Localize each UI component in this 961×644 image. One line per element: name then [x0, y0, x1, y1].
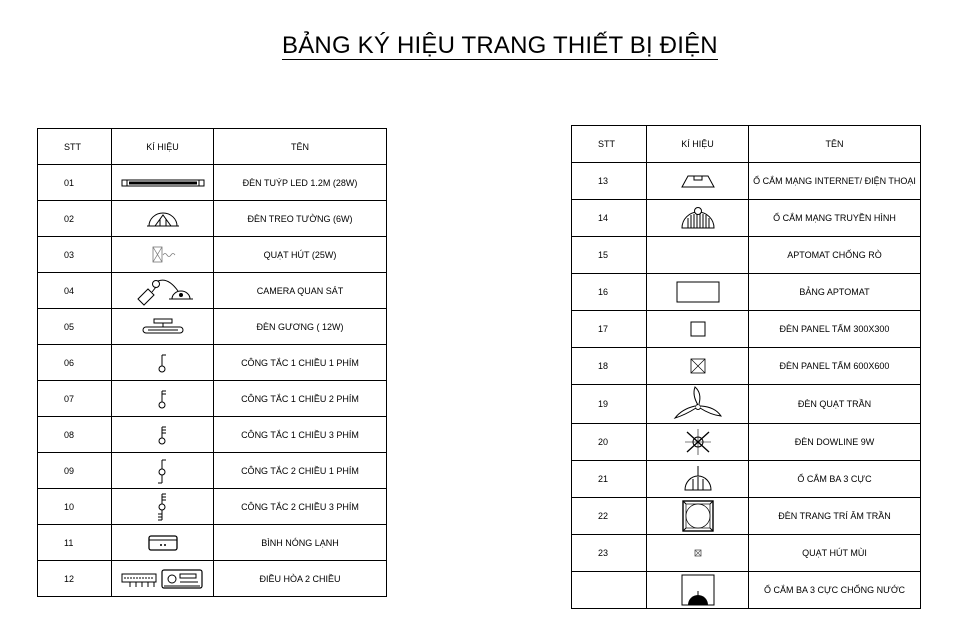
row-name: QUẠT HÚT MÙI [749, 535, 921, 572]
empty-symbol-cell [647, 237, 749, 274]
row-name: ĐÈN PANEL TẤM 600X600 [749, 348, 921, 385]
tv-socket-icon [678, 205, 718, 231]
row-stt: 01 [38, 165, 112, 201]
row-stt: 22 [572, 498, 647, 535]
table-row [38, 561, 387, 597]
table-row [38, 273, 387, 309]
table-row [38, 489, 387, 525]
table-row [572, 535, 921, 572]
table-row [38, 237, 387, 273]
row-stt: 04 [38, 273, 112, 309]
row-name: ĐÈN QUẠT TRẦN [749, 385, 921, 424]
row-name: BÌNH NÓNG LẠNH [214, 525, 387, 561]
downlight-icon [683, 427, 713, 457]
row-stt: 19 [572, 385, 647, 424]
row-stt: 02 [38, 201, 112, 237]
row-name: CÔNG TẮC 1 CHIỀU 1 PHÍM [214, 345, 387, 381]
table-row [572, 200, 921, 237]
table-row [572, 385, 921, 424]
switch-1way-3key-icon [153, 423, 173, 447]
row-name: APTOMAT CHỐNG RÒ [749, 237, 921, 274]
row-stt: 21 [572, 461, 647, 498]
table-row [38, 345, 387, 381]
header-stt: STT [38, 129, 112, 165]
row-stt: 20 [572, 424, 647, 461]
recessed-deco-lamp-icon [681, 499, 715, 533]
row-name: QUẠT HÚT (25W) [214, 237, 387, 273]
table-row [38, 453, 387, 489]
row-name: CAMERA QUAN SÁT [214, 273, 387, 309]
socket-3pin-icon [681, 464, 715, 494]
table-row [572, 348, 921, 385]
row-stt: 11 [38, 525, 112, 561]
row-stt [572, 572, 647, 609]
row-stt: 16 [572, 274, 647, 311]
table-row [38, 381, 387, 417]
exhaust-fan-icon [143, 244, 183, 266]
table-row [572, 461, 921, 498]
waterproof-socket-icon [678, 573, 718, 607]
row-name: CÔNG TẮC 1 CHIỀU 2 PHÍM [214, 381, 387, 417]
row-stt: 23 [572, 535, 647, 572]
table-header-row [572, 126, 921, 163]
row-stt: 08 [38, 417, 112, 453]
ceiling-fan-icon [671, 385, 725, 423]
header-name: TÊN [749, 126, 921, 163]
table-row [572, 274, 921, 311]
row-stt: 12 [38, 561, 112, 597]
row-name: Ổ CẮM BA 3 CỰC CHỐNG NƯỚC [749, 572, 921, 609]
table-row [572, 572, 921, 609]
header-stt: STT [572, 126, 647, 163]
table-row [38, 417, 387, 453]
switch-1way-2key-icon [153, 387, 173, 411]
row-name: ĐÈN TRANG TRÍ ÂM TRẦN [749, 498, 921, 535]
breaker-panel-icon [675, 280, 721, 304]
row-stt: 14 [572, 200, 647, 237]
network-socket-icon [678, 172, 718, 190]
header-symbol: KÍ HIỆU [112, 129, 214, 165]
header-name: TÊN [214, 129, 387, 165]
row-name: ĐÈN TUÝP LED 1.2M (28W) [214, 165, 387, 201]
row-name: Ổ CẮM MẠNG TRUYỀN HÌNH [749, 200, 921, 237]
page-title: BẢNG KÝ HIỆU TRANG THIẾT BỊ ĐIỆN [282, 32, 718, 59]
range-hood-icon [693, 548, 703, 558]
panel-600-icon [689, 357, 707, 375]
row-stt: 03 [38, 237, 112, 273]
camera-icon [128, 275, 198, 307]
row-stt: 07 [38, 381, 112, 417]
row-name: CÔNG TẮC 2 CHIỀU 1 PHÍM [214, 453, 387, 489]
led-tube-icon [121, 178, 205, 188]
table-header-row [38, 129, 387, 165]
table-row [38, 201, 387, 237]
air-conditioner-icon [120, 568, 206, 590]
row-stt: 10 [38, 489, 112, 525]
switch-2way-3key-icon [153, 492, 173, 522]
header-symbol: KÍ HIỆU [647, 126, 749, 163]
table-row [38, 165, 387, 201]
table-row [38, 525, 387, 561]
row-name: ĐÈN PANEL TẤM 300X300 [749, 311, 921, 348]
table-row [572, 424, 921, 461]
table-row [572, 163, 921, 200]
row-name: CÔNG TẮC 1 CHIỀU 3 PHÍM [214, 417, 387, 453]
row-name: Ổ CẮM MẠNG INTERNET/ ĐIỆN THOẠI [749, 163, 921, 200]
switch-2way-1key-icon [153, 457, 173, 485]
table-row [38, 309, 387, 345]
row-stt: 09 [38, 453, 112, 489]
symbol-table-right [571, 125, 921, 609]
row-name: CÔNG TẮC 2 CHIỀU 3 PHÍM [214, 489, 387, 525]
row-name: BẢNG APTOMAT [749, 274, 921, 311]
table-row [572, 237, 921, 274]
switch-1way-1key-icon [153, 351, 173, 375]
row-stt: 15 [572, 237, 647, 274]
symbol-table-left [37, 128, 387, 597]
row-stt: 06 [38, 345, 112, 381]
row-name: ĐÈN GƯƠNG ( 12W) [214, 309, 387, 345]
row-name: Ổ CẮM BA 3 CỰC [749, 461, 921, 498]
water-heater-icon [147, 534, 179, 552]
row-stt: 17 [572, 311, 647, 348]
mirror-lamp-icon [138, 316, 188, 338]
table-row [572, 311, 921, 348]
row-name: ĐIỀU HÒA 2 CHIỀU [214, 561, 387, 597]
panel-300-icon [689, 320, 707, 338]
row-stt: 05 [38, 309, 112, 345]
row-stt: 18 [572, 348, 647, 385]
row-name: ĐÈN TREO TƯỜNG (6W) [214, 201, 387, 237]
row-name: ĐÈN DOWLINE 9W [749, 424, 921, 461]
table-row [572, 498, 921, 535]
wall-lamp-icon [143, 209, 183, 229]
row-stt: 13 [572, 163, 647, 200]
